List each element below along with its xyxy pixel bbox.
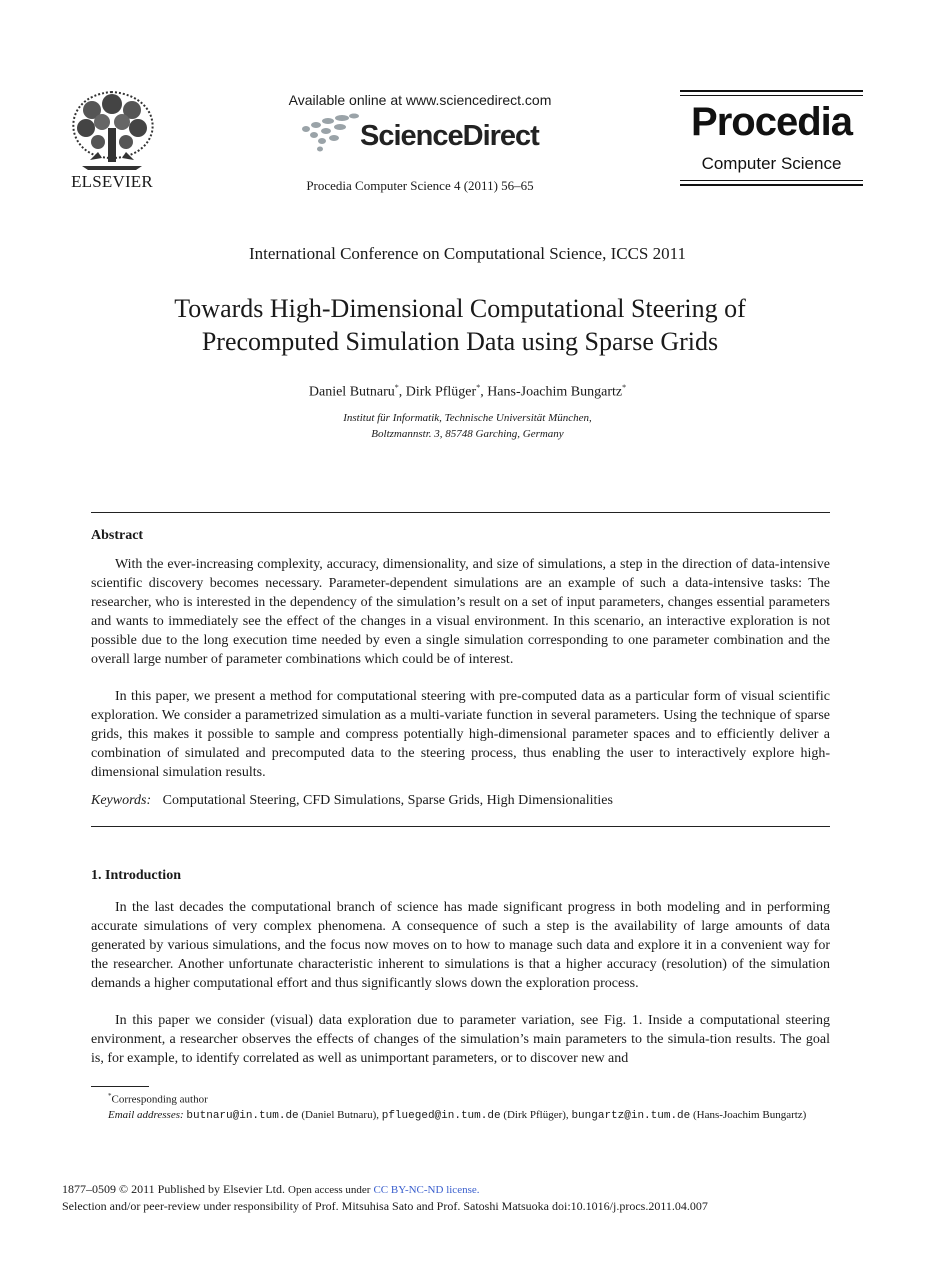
review-text: Selection and/or peer-review under responsibility of Prof. Mitsuhisa Sato and Prof. Satoshi Matsuoka [62, 1199, 550, 1213]
footnote-corresponding [108, 1092, 208, 1106]
footnote-emails [91, 1107, 830, 1124]
author-mark: * [394, 383, 399, 392]
email-label: Email addresses: [108, 1109, 184, 1121]
review-line [62, 1199, 708, 1214]
author-mark: * [622, 383, 627, 392]
email-owner: (Hans-Joachim Bungartz) [693, 1109, 807, 1121]
abstract-top-rule [91, 512, 830, 513]
affiliation-line-2: Boltzmannstr. 3, 85748 Garching, Germany [371, 428, 564, 440]
procedia-bottom-rule-thin [680, 180, 863, 181]
sciencedirect-dots-icon [300, 113, 362, 153]
available-online-text: Available online at www.sciencedirect.com [288, 92, 552, 108]
procedia-title: Procedia [691, 100, 852, 144]
author-list: Daniel Butnaru*, Dirk Pflüger*, Hans-Joachim Bungartz* [308, 383, 627, 400]
email-owner: (Dirk Pflüger), [503, 1109, 569, 1121]
author-mark: * [476, 383, 481, 392]
copyright-text: 1877–0509 © 2011 Published by Elsevier Ltd. [62, 1182, 285, 1196]
copyright-line [62, 1182, 480, 1197]
footnote-corresponding-text: Corresponding author [111, 1093, 208, 1106]
author-name: Daniel Butnaru [308, 384, 395, 400]
title-line-2: Precomputed Simulation Data using Sparse Grids [201, 327, 719, 356]
procedia-top-rule [680, 90, 863, 92]
title-line-1: Towards High-Dimensional Computational Steering of [174, 294, 746, 323]
procedia-logo [680, 90, 863, 190]
sciencedirect-brand: ScienceDirect [360, 120, 539, 152]
doi-text: doi:10.1016/j.procs.2011.04.007 [552, 1199, 708, 1213]
paper-title [100, 292, 820, 358]
procedia-bottom-rule [680, 184, 863, 186]
journal-citation: Procedia Computer Science 4 (2011) 56–65 [306, 178, 534, 193]
license-link[interactable]: CC BY-NC-ND license. [373, 1184, 480, 1196]
procedia-subtitle: Computer Science [701, 154, 842, 173]
introduction-paragraph-2: In this paper we consider (visual) data exploration due to parameter variation, see Fig. 1. Inside a computational steering environment, a researcher observes the effects of changes of the simulation’s main parameters to the simula-tion results. The goal is, for example, to identify correlated as well as unimportant parameters, or to discover new and [91, 1013, 830, 1066]
footnote-mark: * [108, 1092, 112, 1100]
email-owner: (Daniel Butnaru), [301, 1109, 379, 1121]
email-link[interactable]: pflueged@in.tum.de [381, 1110, 501, 1122]
introduction-heading: 1. Introduction [91, 868, 181, 883]
author-name: Hans-Joachim Bungartz [487, 384, 623, 400]
introduction-paragraph-1: In the last decades the computational branch of science has made significant progress in both modeling and in performing accurate simulations of very complex phenomena. A consequence of such a step is the availability of large amounts of data generated by various simulations, and the focus now moves on to how to manage such data and explore it in a convenient way for the researcher. Another unfortunate characteristic inherent to simulations is that a higher accuracy (resolution) of the simulation demands a higher computational effort and thus significantly slows down the exploration process. [91, 900, 830, 991]
open-access-text: Open access under [288, 1184, 371, 1196]
abstract-heading: Abstract [91, 528, 144, 543]
publisher-name: ELSEVIER [71, 172, 153, 191]
author-name: Dirk Pflüger [405, 384, 477, 400]
keywords-line [91, 793, 613, 809]
abstract-bottom-rule [91, 826, 830, 827]
procedia-top-rule-thin [680, 95, 863, 96]
email-link[interactable]: bungartz@in.tum.de [571, 1110, 691, 1122]
email-link[interactable]: butnaru@in.tum.de [186, 1110, 299, 1122]
keywords-label: Keywords: [91, 793, 152, 808]
affiliation-line-1: Institut für Informatik, Technische Universität München, [343, 412, 592, 424]
abstract-paragraph-2: In this paper, we present a method for computational steering with pre-computed data as a particular form of visual scientific exploration. We consider a parametrized simulation as a multi-variate function in several parameters. Using the technique of sparse grids, this makes it possible to sample and compress potentially high-dimensional parameter spaces and to efficiently deliver a combination of simulated and precomputed data to the steering process, thus enabling the user to interactively explore high-dimensional simulation results. [91, 689, 830, 780]
keywords-value: Computational Steering, CFD Simulations, Sparse Grids, High Dimensionalities [162, 793, 613, 808]
abstract-paragraph-1: With the ever-increasing complexity, accuracy, dimensionality, and size of simulations, a step in the direction of data-intensive scientific discovery becomes necessary. Parameter-dependent simulations are an example of such a data-intensive tasks: The researcher, who is interested in the dependency of the simulation’s result on a set of input parameters, changes essential parameters and wants to immediately see the effect of the changes in a visual environment. In this scenario, an interactive exploration is not possible due to the long execution time needed by even a single simulation corresponding to one parameter combination and the overall large number of parameter combinations which could be of interest. [91, 557, 830, 667]
footnote-rule [91, 1086, 149, 1087]
affiliation [0, 410, 935, 442]
conference-name: International Conference on Computational Science, ICCS 2011 [248, 244, 686, 263]
